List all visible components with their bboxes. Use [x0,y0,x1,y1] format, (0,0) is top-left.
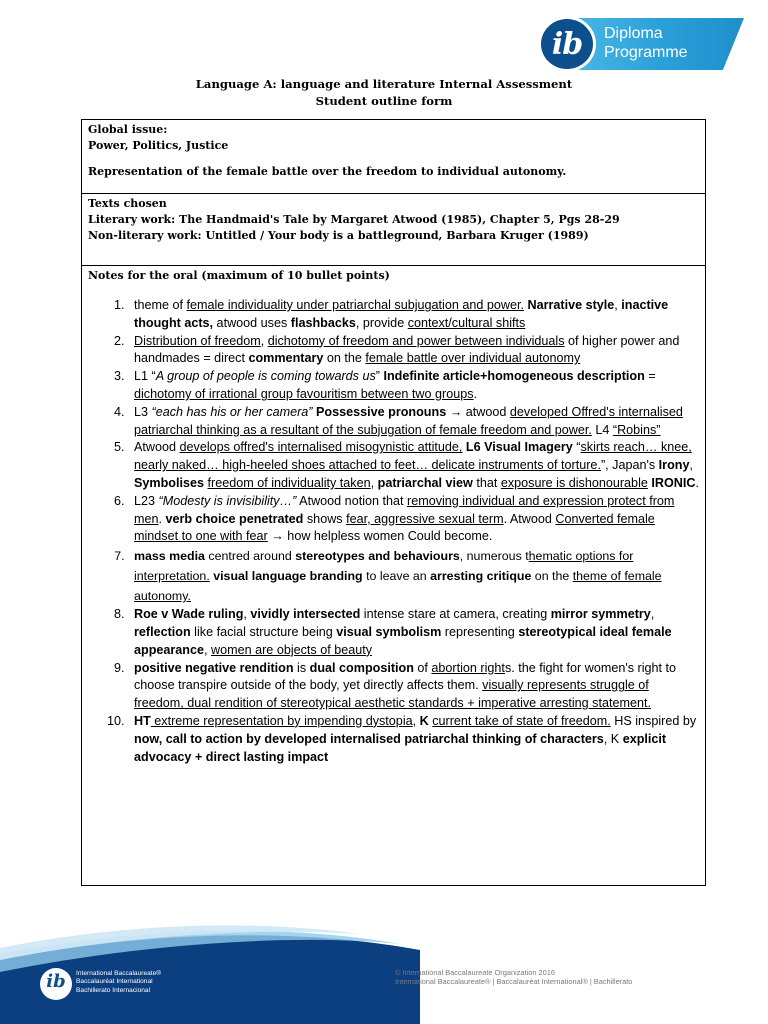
note-text: reflection [134,624,191,639]
note-text: , provide [355,315,408,330]
note-text: freedom of individuality taken [207,475,371,490]
copyright-line2: International Baccalaureate® | Baccalauréat International® | Bachillerato [395,977,633,987]
note-text: intense stare at camera, creating [360,607,551,622]
note-text: Narrative style [527,298,615,312]
note-item [128,493,700,546]
note-text: “Modesty is invisibility…” [158,493,297,508]
note-text: on the [531,569,573,584]
note-text: visual symbolism [336,624,442,639]
note-text: female battle over individual autonomy [365,351,581,366]
note-text: dichotomy of irrational group favouritism between two groups [134,386,474,401]
note-text: visually represents struggle of freedom, dual rendition of stereotypical aesthetic standards + imperative arresting statement. [134,678,651,711]
note-item [128,404,700,440]
outline-form [81,119,706,886]
note-text: on the [323,351,366,366]
note-text: , numerous t [459,549,529,564]
note-text: extreme representation by impending dystopia [150,713,413,728]
note-text: fear, aggressive sexual term [346,511,504,526]
note-text: Distribution of freedom [134,333,261,348]
note-text: HS inspired by [610,713,697,728]
note-text: flashbacks [290,315,356,330]
title-line1: Language A: language and literature Internal Assessment [195,77,573,91]
note-text: Atwood [134,440,180,455]
note-text: “Robins” [612,422,661,437]
note-text: positive negative rendition [134,660,294,675]
note-text: L3 [134,404,152,419]
footer-org-line3: Bachillerato Internacional [76,986,151,994]
note-text: . [158,511,166,526]
note-text: “ [572,440,581,455]
ib-diploma-logo [538,14,744,74]
note-text: vividly intersected [250,607,361,622]
note-text: Roe v Wade ruling [134,607,244,622]
note-text: developed Offred's internalised patriarchal thinking as a resultant of the subjugation of female freedom and power. [134,404,683,437]
notes-list [88,297,700,766]
note-text: is [293,660,310,675]
note-item [128,439,700,492]
logo-line2: Programme [604,44,688,61]
note-text: removing individual and expression protect from men [134,493,675,526]
copyright [395,968,632,987]
note-text: explicit advocacy + direct lasting impact [134,731,667,764]
note-text: women are objects of beauty [211,642,373,657]
ib-badge-icon [538,16,596,72]
note-text: representing [441,624,519,639]
note-text: to leave an [362,569,431,584]
global-issue-label: Global issue: [88,123,168,136]
note-text: , [689,458,693,473]
texts-label: Texts chosen [88,197,167,210]
footer [0,920,768,1024]
note-text: female individuality under patriarchal subjugation and power. [186,298,524,312]
copyright-line1: © International Baccalaureate Organization 2016 [395,968,555,977]
note-text: , [260,333,268,348]
note-text: like facial structure being [190,624,337,639]
note-text: inactive thought acts, [134,298,669,330]
logo-mark: ib [551,27,583,62]
note-text: current take of state of freedom. [432,713,611,728]
ib-footer-badge-icon [40,968,72,1000]
note-text: , [650,607,655,622]
note-text: that [472,475,501,490]
note-text: ”, Japan's [600,458,659,473]
note-text: Irony [658,458,690,473]
note-text: Possessive pronouns [316,404,447,419]
note-text: , [243,607,251,622]
note-text: theme of [134,298,187,312]
note-item [128,368,700,404]
notes-section [82,266,705,766]
note-text: “each has his or her camera” [151,404,313,419]
note-text: mirror symmetry [550,607,651,622]
note-text: atwood uses [213,315,291,330]
note-text: = [644,369,656,384]
note-text: L1 “ [134,369,156,384]
footer-org-line2: Baccalauréat International [76,978,153,986]
note-text: patriarchal view [377,475,473,490]
note-text: IRONIC [651,475,696,490]
note-text: → atwood [446,404,510,419]
note-text: skirts reach… knee, nearly naked… high-heeled shoes attached to feet… delicate instruments of torture. [134,440,692,473]
note-text: exposure is dishonourable [500,475,648,490]
note-item [128,606,700,659]
logo-text [604,24,688,62]
title-line2: Student outline form [315,94,453,108]
note-text: context/cultural shifts [407,315,526,330]
note-text: dual composition [309,660,414,675]
global-issue-section [82,120,705,194]
note-item [128,333,700,369]
note-text: mass media [134,549,205,564]
note-text: abortion right [431,660,505,675]
note-text: A group of people is coming towards us [155,369,376,384]
note-item [128,297,700,333]
note-text: commentary [248,351,324,366]
note-text: → how helpless women Could become. [267,529,493,544]
note-text: . Atwood [503,511,556,526]
note-item [128,713,700,766]
note-text: arresting critique [430,569,532,584]
nonliterary-work: Non-literary work: Untitled / Your body is a battleground, Barbara Kruger (1989) [88,229,589,242]
literary-work: Literary work: The Handmaid's Tale by Margaret Atwood (1985), Chapter 5, Pgs 28-29 [88,213,620,226]
note-text: , [204,642,212,657]
note-text: L23 [134,493,159,508]
global-issue-value: Power, Politics, Justice [88,139,229,152]
note-text: Atwood notion that [296,493,408,508]
notes-label: Notes for the oral (maximum of 10 bullet points) [88,269,390,282]
note-text: . [473,386,478,401]
note-text: now, call to action by developed internalised patriarchal thinking of characters [134,731,604,746]
note-item [128,546,700,606]
note-text: K [419,713,429,728]
note-item [128,660,700,713]
note-text: Indefinite article+homogeneous description [383,369,645,384]
note-text: centred around [204,549,296,564]
footer-org-line1: International Baccalaureate® [76,970,162,977]
note-text: of higher power and handmades = direct [134,333,680,366]
note-text: theme of female autonomy. [134,569,662,604]
note-text: Symbolises [134,475,204,490]
note-text: s. the fight for women's right to choose transpire outside of the body, yet directly affects them. [134,660,677,693]
logo-line1: Diploma [604,25,663,42]
note-text: , [614,298,622,312]
note-text: verb choice penetrated [165,511,304,526]
texts-section [82,194,705,266]
note-text: L4 [591,422,613,437]
note-text: of [413,660,432,675]
global-issue-statement: Representation of the female battle over the freedom to individual autonomy. [88,165,567,178]
note-text: dichotomy of freedom and power between individuals [267,333,565,348]
footer-logo-mark: ib [46,971,66,992]
page-title [0,76,768,110]
note-text: . [695,475,699,490]
note-text: shows [303,511,347,526]
note-text: , K [603,731,623,746]
note-text: stereotypical ideal female appearance [134,624,672,657]
note-text: ” [375,369,384,384]
note-text: L6 Visual Imagery [465,440,573,455]
note-text: develops offred's internalised misogynistic attitude, [179,440,463,455]
note-text: hematic options for interpretation. [134,549,634,584]
note-text: stereotypes and behaviours [295,549,460,564]
note-text: HT [134,713,151,728]
note-text: Converted female mindset to one with fear [134,511,655,544]
note-text: , [412,713,420,728]
footer-org-names [76,970,161,995]
note-text: , [370,475,378,490]
note-text: visual language branding [213,569,363,584]
